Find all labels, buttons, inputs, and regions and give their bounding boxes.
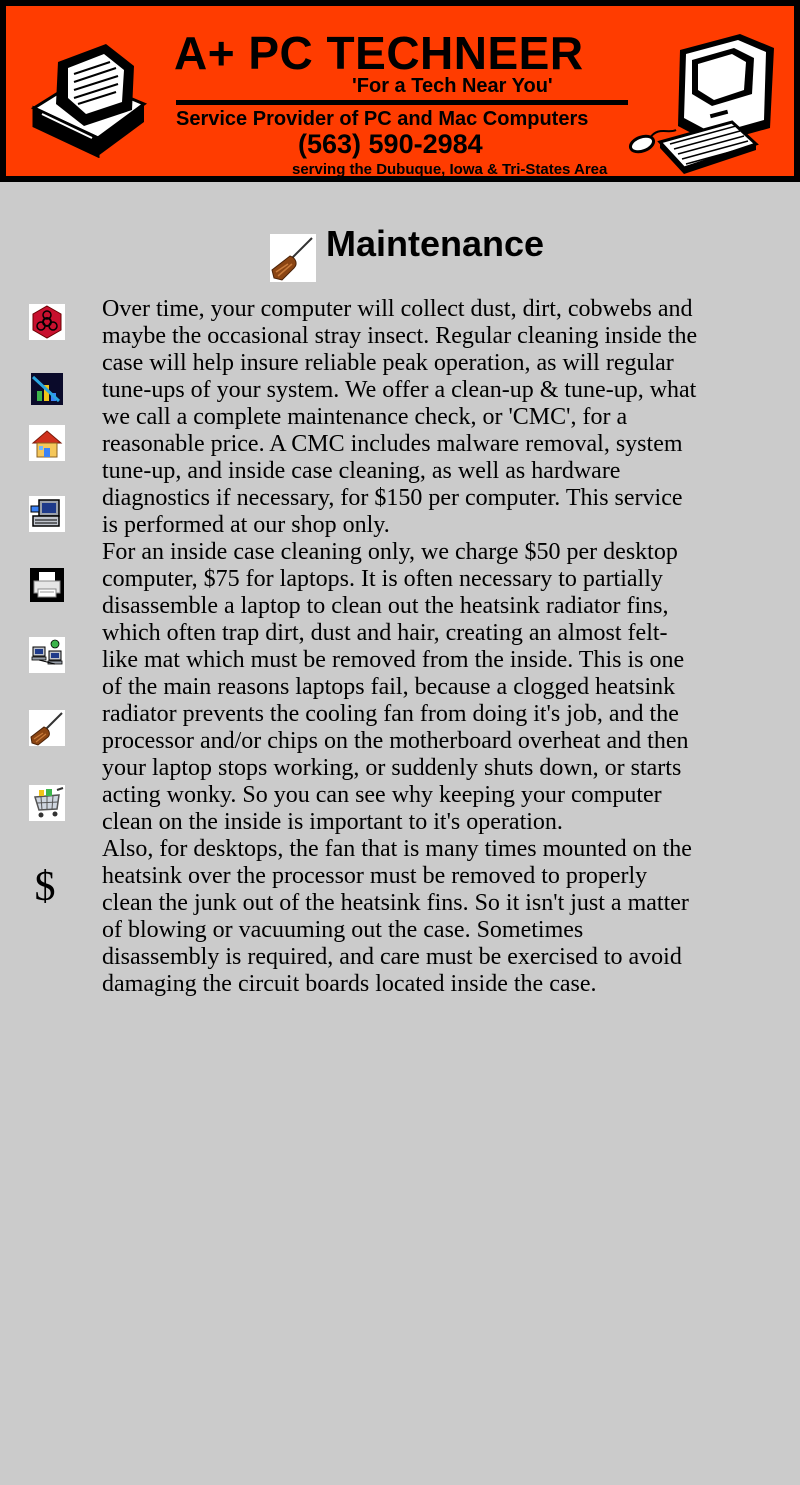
computer-repair-icon[interactable] xyxy=(29,496,65,532)
dollar-icon[interactable]: $ xyxy=(34,864,56,910)
main-content xyxy=(102,296,702,998)
broom-icon[interactable] xyxy=(29,710,65,746)
header-divider xyxy=(176,100,628,105)
banner-background xyxy=(6,6,794,176)
brand-title: A+ PC TECHNEER xyxy=(174,27,584,79)
service-area: serving the Dubuque, Iowa & Tri-States Area xyxy=(292,161,608,178)
paragraph-case-cleaning: For an inside case cleaning only, we charge $50 per desktop computer, $75 for laptops. It is often necessary to partially disassemble a laptop to clean out the heatsink radiator fins, which often trap dirt, dust and hair, creating an almost felt-like mat which must be removed from the inside. This is one of the main reasons laptops fail, because a clogged heatsink radiator prevents the cooling fan from doing it's job, and the processor and/or chips on the motherboard overheat and then your laptop stops working, or suddenly shuts down, or starts acting wonky. So you can see why keeping your computer clean on the inside is important to it's operation. xyxy=(102,539,689,835)
paragraph-desktops: Also, for desktops, the fan that is many times mounted on the heatsink over the processor must be removed to properly clean the junk out of the heatsink fins. So it isn't just a matter of blowing or vacuuming out the case. Sometimes disassembly is required, and care must be exercised to avoid damaging the circuit boards located inside the case. xyxy=(102,836,692,997)
header-banner xyxy=(0,0,800,182)
network-computers-icon[interactable] xyxy=(29,637,65,673)
biohazard-icon[interactable] xyxy=(29,304,65,340)
shopping-cart-icon[interactable] xyxy=(29,785,65,821)
service-line: Service Provider of PC and Mac Computers xyxy=(176,108,589,130)
phone-number: (563) 590-2984 xyxy=(298,129,483,159)
paragraph-cmc: Over time, your computer will collect dust, dirt, cobwebs and maybe the occasional stray insect. Regular cleaning inside the case will help insure reliable peak operation, as will regular tune-ups of your system. We offer a clean-up & tune-up, what we call a complete maintenance check, or 'CMC', for a reasonable price. A CMC includes malware removal, system tune-up, and inside case cleaning, as well as hardware diagnostics if necessary, for $150 per computer. This service is performed at our shop only. xyxy=(102,296,698,538)
page-title: Maintenance xyxy=(326,223,545,264)
house-icon[interactable] xyxy=(29,425,65,461)
broom-icon xyxy=(270,234,316,282)
side-nav xyxy=(0,0,100,1485)
tune-up-graph-icon[interactable] xyxy=(29,371,65,407)
tagline: 'For a Tech Near You' xyxy=(352,75,553,97)
mac-computer-icon xyxy=(628,30,788,176)
printer-icon[interactable] xyxy=(29,567,65,603)
